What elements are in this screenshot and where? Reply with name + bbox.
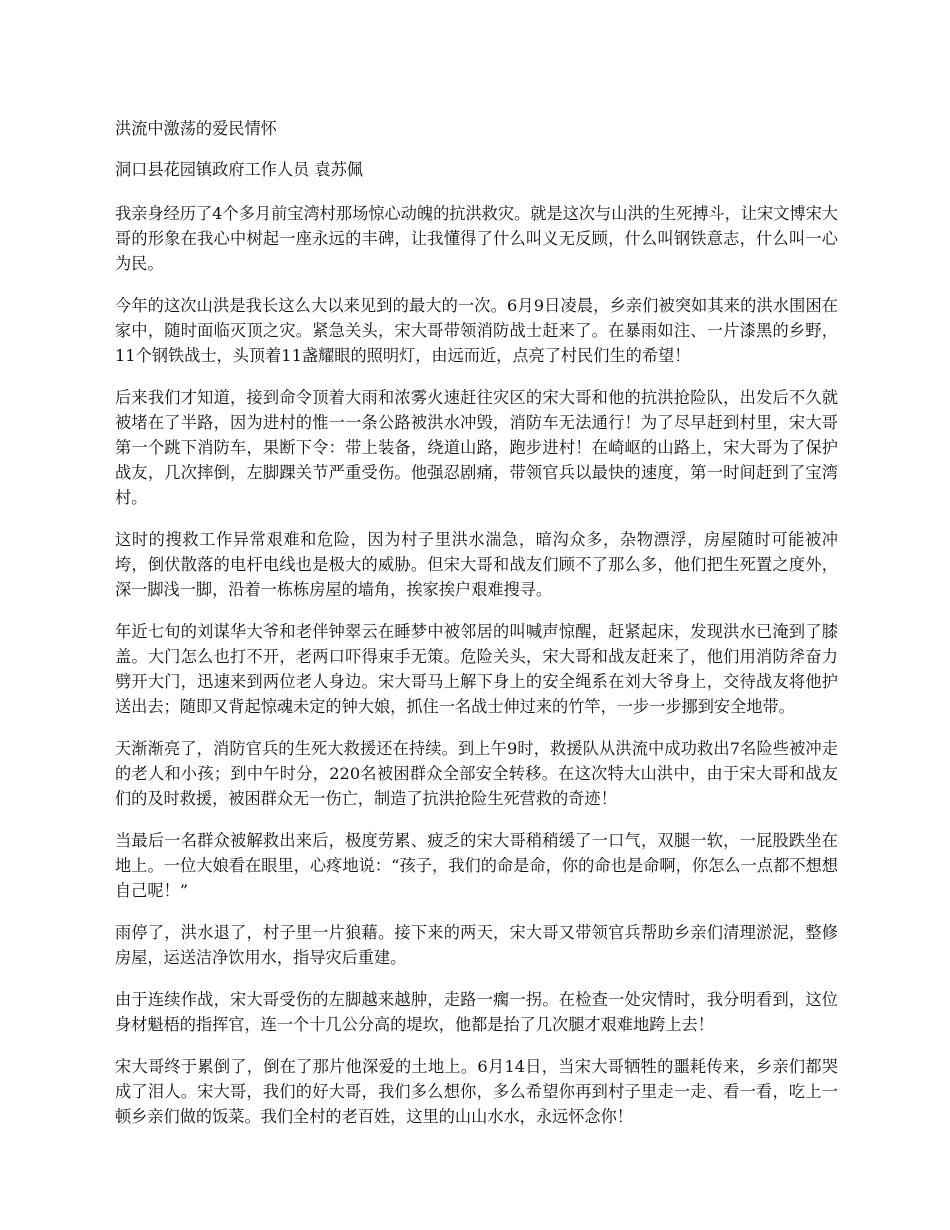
document-title: 洪流中激荡的爱民情怀 [115, 119, 277, 138]
paragraph: 当最后一名群众被解救出来后，极度劳累、疲乏的宋大哥稍稍缓了一口气，双腿一软，一屁股跌坐在地上。一位大娘看在眼里，心疼地说：“孩子，我们的命是命，你的命也是命啊，你怎么一点都不想想自己呢！” [115, 831, 838, 900]
paragraph: 后来我们才知道，接到命令顶着大雨和浓雾火速赶往灾区的宋大哥和他的抗洪抢险队，出发后不久就被堵在了半路，因为进村的惟一一条公路被洪水冲毁，消防车无法通行！为了尽早赶到村里，宋大哥第一个跳下消防车，果断下令：带上装备，绕道山路，跑步进村！在崎岖的山路上，宋大哥为了保护战友，几次摔倒，左脚踝关节严重受伤。他强忍剧痛，带领官兵以最快的速度，第一时间赶到了宝湾村。 [115, 388, 838, 507]
document-author: 洞口县花园镇政府工作人员 袁苏佩 [115, 160, 363, 179]
paragraph: 年近七旬的刘谋华大爷和老伴钟翠云在睡梦中被邻居的叫喊声惊醒，赶紧起床，发现洪水已淹到了膝盖。大门怎么也打不开，老两口吓得束手无策。危险关头，宋大哥和战友赶来了，他们用消防斧奋力劈开大门，迅速来到两位老人身边。宋大哥马上解下身上的安全绳系在刘大爷身上，交待战友将他护送出去；随即又背起惊魂未定的钟大娘，抓住一名战士伸过来的竹竿，一步一步挪到安全地带。 [115, 622, 838, 716]
document-page [115, 116, 838, 1146]
paragraph: 雨停了，洪水退了，村子里一片狼藉。接下来的两天，宋大哥又带领官兵帮助乡亲们清理淤泥，整修房屋，运送洁净饮用水，指导灾后重建。 [115, 923, 838, 967]
paragraph: 天渐渐亮了，消防官兵的生死大救援还在持续。到上午9时，救援队从洪流中成功救出7名险些被冲走的老人和小孩；到中午时分，220名被困群众全部安全转移。在这次特大山洪中，由于宋大哥和战友们的及时救援，被困群众无一伤亡，制造了抗洪抢险生死营救的奇迹！ [115, 739, 838, 808]
paragraph: 这时的搜救工作异常艰难和危险，因为村子里洪水湍急，暗沟众多，杂物漂浮，房屋随时可能被冲垮，倒伏散落的电杆电线也是极大的威胁。但宋大哥和战友们顾不了那么多，他们把生死置之度外，深一脚浅一脚，沿着一栋栋房屋的墙角，挨家挨户艰难搜寻。 [115, 530, 838, 599]
paragraph: 由于连续作战，宋大哥受伤的左脚越来越肿，走路一瘸一拐。在检查一处灾情时，我分明看到，这位身材魁梧的指挥官，连一个十几公分高的堤坎，他都是抬了几次腿才艰难地跨上去！ [115, 990, 838, 1034]
paragraph: 我亲身经历了4个多月前宝湾村那场惊心动魄的抗洪救灾。就是这次与山洪的生死搏斗，让宋文博宋大哥的形象在我心中树起一座永远的丰碑，让我懂得了什么叫义无反顾，什么叫钢铁意志，什么叫一心为民。 [115, 204, 838, 273]
paragraph: 宋大哥终于累倒了，倒在了那片他深爱的土地上。6月14日，当宋大哥牺牲的噩耗传来，乡亲们都哭成了泪人。宋大哥，我们的好大哥，我们多么想你，多么希望你再到村子里走一走、看一看，吃上一顿乡亲们做的饭菜。我们全村的老百姓，这里的山山水水，永远怀念你！ [115, 1057, 838, 1126]
paragraph: 今年的这次山洪是我长这么大以来见到的最大的一次。6月9日凌晨，乡亲们被突如其来的洪水围困在家中，随时面临灭顶之灾。紧急关头，宋大哥带领消防战士赶来了。在暴雨如注、一片漆黑的乡野，11个钢铁战士，头顶着11盏耀眼的照明灯，由远而近，点亮了村民们生的希望！ [115, 296, 838, 365]
